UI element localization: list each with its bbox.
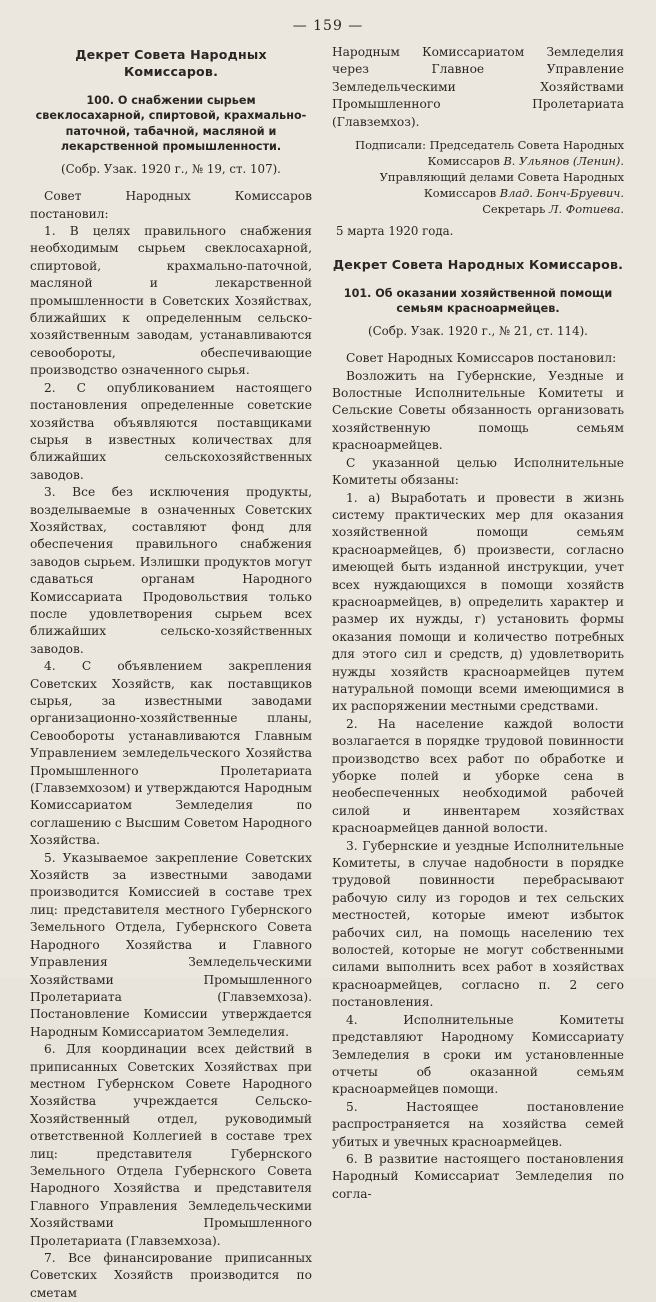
decree-date: 5 марта 1920 года. <box>336 224 454 239</box>
paragraph: 3. Все без исключения продукты, возделываемые в означенных Советских Хозяйствах, составляют фонд для обеспечения правильного снабжения заводов сырьем. Излишки продуктов могут сдаваться органам Народного Комиссариата Продовольствия только после удовлетворения сырьем всех ближайших сельско-хозяйственных заводов. <box>30 485 312 656</box>
decree-source-100: (Собр. Узак. 1920 г., № 19, ст. 107). <box>61 161 281 176</box>
paragraph: С указанной целью Исполнительные Комитеты обязаны: <box>332 455 624 488</box>
decree-title-100: 100. О снабжении сырьем свеклосахарной, спиртовой, крахмально-паточной, табачной, масляной и лекарственной промышленности. <box>35 93 307 154</box>
paragraph: 6. В развитие настоящего постановления Народный Комиссариат Земледелия по согла- <box>332 1151 624 1201</box>
left-column <box>30 44 312 1302</box>
paragraph: Совет Народных Комиссаров постановил: <box>346 351 617 366</box>
paragraph: 4. С объявлением закрепления Советских Хозяйств, как поставщиков сырья, за известными заводами организационно-хозяйственные планы, Севообороты устанавливаются Главным Управлением земледельческого Хозяйства Промышленного Пролетариата (Главземхозом) и утверждаются Народным Комиссариатом Земледелия по соглашению с Высшим Советом Народного Хозяйства. <box>30 659 312 848</box>
decree-heading-100: Декрет Совета Народных Комиссаров. <box>75 47 267 80</box>
signature-prefix: Секретарь <box>482 202 546 217</box>
signature-name: Влад. Бонч-Бруевич. <box>499 186 624 201</box>
signature-name: Л. Фотиева. <box>549 202 624 217</box>
signature-manager <box>332 169 624 201</box>
paragraph: 7. Все финансирование приписанных Советских Хозяйств производится по сметам <box>30 1251 312 1300</box>
paragraph: 4. Исполнительные Комитеты представляют Народному Комиссариату Земледелия в сроки им установленные отчеты об оказанной семьям красноармейцев помощи. <box>332 1012 624 1097</box>
paragraph: 2. На население каждой волости возлагается в порядке трудовой повинности производство всех работ по обработке и уборке полей и уборке сена в необеспеченных необходимой рабочей силой и инвентарем хозяйствах красноармейцев данной волости. <box>332 716 624 836</box>
signature-prefix: Подписали: Председатель Совета Народных Комиссаров <box>355 138 624 169</box>
paragraph: 3. Губернские и уездные Исполнительные Комитеты, в случае надобности в порядке трудовой повинности перебрасывают рабочую силу из городов и тех сельских местностей, которые имеют избыток рабочих сил, на помощь населению тех волостей, которые не могут собственными силами выполнить всех работ в хозяйствах красноармейцев, согласно п. 2 сего постановления. <box>332 838 624 1010</box>
right-column <box>332 44 624 1203</box>
paragraph: 5. Настоящее постановление распространяется на хозяйства семей убитых и увечных красноармейцев. <box>332 1099 624 1149</box>
paragraph: 1. В целях правильного снабжения необходимым сырьем свеклосахарной, спиртовой, крахмально-паточной, масляной и лекарственной промышленности в Советских Хозяйствах, ближайших к определенным сельско-хозяйственным заводам, устанавливаются севообороты, обеспечивающие производство означенного сырья. <box>30 224 312 378</box>
signature-name: В. Ульянов (Ленин). <box>503 154 624 169</box>
signature-secretary <box>332 201 624 217</box>
paragraph: 2. С опубликованием настоящего постановления определенные советские хозяйства объявляются поставщиками сырья в известных количествах для ближайших сельскохозяйственных заводов. <box>30 380 312 482</box>
decree-source-101: (Собр. Узак. 1920 г., № 21, ст. 114). <box>368 323 588 338</box>
decree-heading-101: Декрет Совета Народных Комиссаров. <box>332 257 624 273</box>
paragraph: 6. Для координации всех действий в приписанных Советских Хозяйствах при местном Губернском Совете Народного Хозяйства учреждается Сельско-Хозяйственный отдел, руководимый ответственной Коллегией в составе трех лиц: представителя Губернского Земельного Отдела Губернского Совета Народного Хозяйства и представителя Главного Управления Земледельческими Хозяйствами Промышленного Пролетариата (Главземхоза). <box>30 1042 312 1248</box>
paragraph: Совет Народных Комиссаров постановил: <box>30 189 312 221</box>
signature-prefix: Управляющий делами Совета Народных Комиссаров <box>379 170 624 201</box>
decree-title-101: 101. Об оказании хозяйственной помощи семьям красноармейцев. <box>343 286 613 316</box>
signature-chairman <box>332 137 624 169</box>
paragraph: Возложить на Губернские, Уездные и Волостные Исполнительные Комитеты и Сельские Советы обязанность организовать хозяйственную помощь семьям красноармейцев. <box>332 368 624 453</box>
continuation-text: Народным Комиссариатом Земледелия через Главное Управление Земледельческими Хозяйствами Промышленного Пролетариата (Главземхоз). <box>332 45 624 129</box>
paragraph: 5. Указываемое закрепление Советских Хозяйств за известными заводами производится Комиссией в составе трех лиц: представителя местного Губернского Земельного Отдела, Губернского Совета Народного Хозяйства и Главного Управления Земледельческими Хозяйствами Промышленного Пролетариата (Главземхоза). Постановление Комиссии утверждается Народным Комиссариатом Земледелия. <box>30 850 312 1039</box>
page-number: — 159 — <box>292 18 364 34</box>
paragraph: 1. а) Выработать и провести в жизнь систему практических мер для оказания хозяйственной помощи семьям красноармейцев, б) произвести, согласно имеющей быть изданной инструкции, учет всех нуждающихся в помощи хозяйств красноармейцев, в) определить характер и размер их нужды, г) установить формы оказания помощи и количество потребных для этого сил и средств, д) удовлетворить нужды хозяйств красноармейцев путем натуральной помощи всеми имеющимися в их распоряжении местными средствами. <box>332 490 624 714</box>
